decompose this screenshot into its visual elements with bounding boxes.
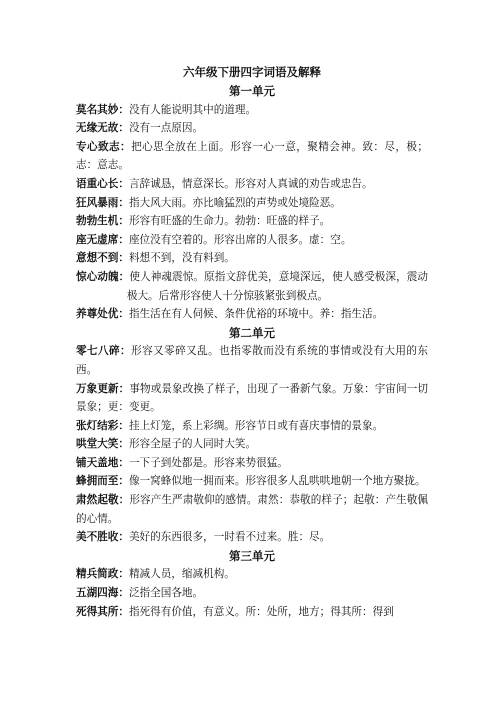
entry-definition: 指大风大雨。亦比喻猛烈的声势或处境险恶。 — [128, 196, 341, 209]
list-item — [76, 119, 428, 138]
entry-term: 养尊处优： — [76, 308, 129, 321]
list-item — [76, 454, 428, 473]
entry-definition: 形容全屋子的人同时大笑。 — [128, 438, 257, 451]
entry-definition: 指死得有价值，有意义。所：处所，地方；得其所：得到 — [128, 605, 394, 618]
entry-definition: 料想不到，没有料到。 — [128, 252, 235, 265]
list-item — [76, 249, 428, 268]
entry-term: 肃然起敬： — [76, 494, 130, 507]
list-item — [76, 435, 428, 454]
entry-term: 哄堂大笑： — [76, 438, 129, 451]
list-item — [76, 528, 428, 547]
entry-term: 意想不到： — [76, 252, 129, 265]
list-item — [76, 268, 428, 305]
list-item — [76, 342, 428, 379]
list-item — [76, 417, 428, 436]
list-item — [76, 584, 428, 603]
entry-term: 张灯结彩： — [76, 419, 129, 432]
entry-term: 语重心长： — [76, 177, 129, 190]
entry-term: 莫名其妙： — [76, 103, 129, 116]
list-item — [76, 212, 428, 231]
entry-definition: 形容有旺盛的生命力。勃勃：旺盛的样子。 — [128, 215, 331, 228]
list-item — [76, 380, 428, 417]
entry-definition: 事物或景象改换了样子，出现了一番新气象。万象：宇宙间一切景象；更：变更。 — [76, 382, 429, 414]
entry-definition: 形容又零碎又乱。也指零散而没有系统的事情或没有大用的东西。 — [76, 345, 429, 376]
list-item — [76, 138, 428, 175]
document-page — [76, 64, 428, 621]
list-item — [76, 305, 428, 324]
entry-term: 万象更新： — [76, 382, 130, 395]
unit-heading: 第三单元 — [229, 548, 275, 563]
entry-definition: 言辞诚恳，情意深长。形容对人真诚的劝告或忠告。 — [128, 177, 373, 190]
entry-term: 惊心动魄： — [76, 270, 130, 283]
entry-term: 专心致志： — [76, 140, 132, 153]
entry-term: 勃勃生机： — [76, 215, 129, 228]
entry-term: 无缘无故： — [76, 122, 129, 135]
entry-term: 死得其所： — [76, 605, 129, 618]
list-item — [76, 603, 428, 622]
list-item — [76, 175, 428, 194]
entry-definition: 精减人员，缩减机构。 — [128, 568, 235, 581]
list-item — [76, 565, 428, 584]
entry-term: 座无虚席： — [76, 233, 129, 246]
entry-term: 美不胜收： — [76, 531, 129, 544]
list-item — [76, 194, 428, 213]
entry-definition: 泛指全国各地。 — [128, 587, 204, 600]
entry-term: 精兵简政： — [76, 568, 129, 581]
entry-term: 狂风暴雨： — [76, 196, 129, 209]
entry-term: 零七八碎： — [76, 345, 132, 358]
unit-heading: 第一单元 — [229, 84, 275, 98]
list-item — [76, 472, 428, 491]
entry-definition: 使人神魂震惊。原指文辞优美，意境深远，使人感受极深，震动极大。后常形容使人十分惊骇紧张到极点。 — [126, 270, 429, 302]
entry-definition: 形容产生严肃敬仰的感情。肃然：恭敬的样子；起敬：产生敬佩的心情。 — [76, 494, 429, 525]
entry-definition: 没有人能说明其中的道理。 — [128, 103, 257, 116]
entry-definition: 挂上灯笼，系上彩绸。形容节日或有喜庆事情的景象。 — [128, 419, 384, 432]
document-title: 六年级下册四字词语及解释 — [183, 65, 321, 79]
entry-term: 蜂拥而至： — [76, 475, 129, 488]
entry-definition: 指生活在有人伺候、条件优裕的环境中。养：指生活。 — [128, 308, 384, 321]
entry-definition: 一下子到处都是。形容来势很猛。 — [128, 456, 288, 469]
unit-heading: 第二单元 — [229, 325, 275, 340]
entry-definition: 没有一点原因。 — [128, 122, 204, 135]
list-item — [76, 101, 428, 120]
list-item — [76, 231, 428, 250]
entry-definition: 把心思全放在上面。形容一心一意，聚精会神。致：尽，极；志：意志。 — [76, 140, 429, 172]
list-item — [76, 491, 428, 528]
entry-term: 五湖四海： — [76, 587, 129, 600]
entry-definition: 美好的东西很多，一时看不过来。胜：尽。 — [128, 531, 331, 544]
entry-definition: 座位没有空着的。形容出席的人很多。虚：空。 — [128, 233, 352, 246]
entry-term: 铺天盖地： — [76, 456, 129, 469]
entry-definition: 像一窝蜂似地一拥而来。形容很多人乱哄哄地朝一个地方聚拢。 — [128, 475, 426, 488]
